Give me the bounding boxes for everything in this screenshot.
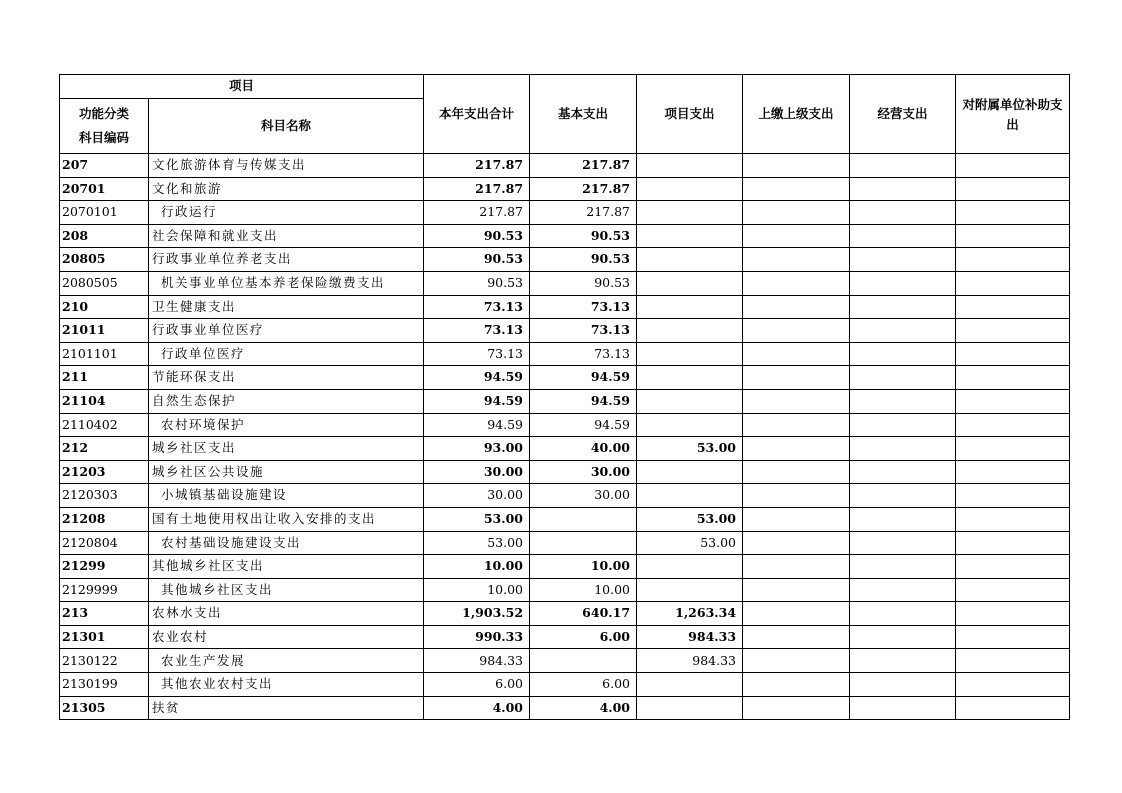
row-code: 20701 bbox=[60, 177, 149, 201]
row-upper bbox=[743, 319, 850, 343]
row-business bbox=[850, 578, 956, 602]
table-row bbox=[60, 319, 1070, 343]
header-subsidy: 对附属单位补助支出 bbox=[956, 75, 1070, 154]
table-row bbox=[60, 673, 1070, 697]
table-header bbox=[60, 75, 1070, 154]
row-project bbox=[637, 342, 743, 366]
row-project: 53.00 bbox=[637, 437, 743, 461]
row-code: 21104 bbox=[60, 389, 149, 413]
row-name: 行政事业单位养老支出 bbox=[149, 248, 424, 272]
row-business bbox=[850, 413, 956, 437]
row-basic: 30.00 bbox=[530, 460, 637, 484]
row-business bbox=[850, 484, 956, 508]
row-code: 2101101 bbox=[60, 342, 149, 366]
row-project bbox=[637, 696, 743, 720]
row-code: 207 bbox=[60, 154, 149, 178]
row-upper bbox=[743, 201, 850, 225]
row-total: 90.53 bbox=[424, 248, 530, 272]
header-total: 本年支出合计 bbox=[424, 75, 530, 154]
row-upper bbox=[743, 342, 850, 366]
table-row bbox=[60, 602, 1070, 626]
row-basic bbox=[530, 531, 637, 555]
row-subsidy bbox=[956, 413, 1070, 437]
row-business bbox=[850, 507, 956, 531]
row-subsidy bbox=[956, 460, 1070, 484]
row-total: 90.53 bbox=[424, 224, 530, 248]
row-name: 扶贫 bbox=[149, 696, 424, 720]
row-project bbox=[637, 295, 743, 319]
row-upper bbox=[743, 625, 850, 649]
row-name: 小城镇基础设施建设 bbox=[149, 484, 424, 508]
row-total: 93.00 bbox=[424, 437, 530, 461]
row-business bbox=[850, 389, 956, 413]
row-upper bbox=[743, 366, 850, 390]
row-business bbox=[850, 531, 956, 555]
row-upper bbox=[743, 484, 850, 508]
row-subsidy bbox=[956, 673, 1070, 697]
row-total: 10.00 bbox=[424, 555, 530, 579]
row-code: 21301 bbox=[60, 625, 149, 649]
row-subsidy bbox=[956, 555, 1070, 579]
row-name: 行政运行 bbox=[149, 201, 424, 225]
row-name: 其他城乡社区支出 bbox=[149, 555, 424, 579]
row-business bbox=[850, 224, 956, 248]
table-row bbox=[60, 484, 1070, 508]
row-basic: 217.87 bbox=[530, 154, 637, 178]
row-name: 文化旅游体育与传媒支出 bbox=[149, 154, 424, 178]
row-total: 30.00 bbox=[424, 460, 530, 484]
row-name: 行政单位医疗 bbox=[149, 342, 424, 366]
row-basic: 73.13 bbox=[530, 319, 637, 343]
row-total: 90.53 bbox=[424, 271, 530, 295]
row-code: 21305 bbox=[60, 696, 149, 720]
header-func-code: 功能分类 科目编码 bbox=[60, 99, 149, 154]
row-total: 94.59 bbox=[424, 413, 530, 437]
row-project bbox=[637, 248, 743, 272]
row-total: 984.33 bbox=[424, 649, 530, 673]
row-subsidy bbox=[956, 437, 1070, 461]
row-project bbox=[637, 366, 743, 390]
table-row bbox=[60, 342, 1070, 366]
row-upper bbox=[743, 224, 850, 248]
row-subsidy bbox=[956, 319, 1070, 343]
row-business bbox=[850, 154, 956, 178]
row-basic bbox=[530, 649, 637, 673]
row-business bbox=[850, 319, 956, 343]
row-total: 10.00 bbox=[424, 578, 530, 602]
row-subsidy bbox=[956, 602, 1070, 626]
row-upper bbox=[743, 413, 850, 437]
row-name: 国有土地使用权出让收入安排的支出 bbox=[149, 507, 424, 531]
table-row bbox=[60, 649, 1070, 673]
row-subsidy bbox=[956, 201, 1070, 225]
row-code: 2110402 bbox=[60, 413, 149, 437]
table-row bbox=[60, 437, 1070, 461]
row-project bbox=[637, 154, 743, 178]
row-basic: 4.00 bbox=[530, 696, 637, 720]
row-name: 社会保障和就业支出 bbox=[149, 224, 424, 248]
row-project bbox=[637, 389, 743, 413]
row-subsidy bbox=[956, 366, 1070, 390]
row-business bbox=[850, 177, 956, 201]
row-name: 行政事业单位医疗 bbox=[149, 319, 424, 343]
row-subsidy bbox=[956, 578, 1070, 602]
row-code: 2070101 bbox=[60, 201, 149, 225]
row-project bbox=[637, 484, 743, 508]
row-basic: 30.00 bbox=[530, 484, 637, 508]
row-business bbox=[850, 271, 956, 295]
row-name: 农业农村 bbox=[149, 625, 424, 649]
row-code: 21203 bbox=[60, 460, 149, 484]
row-subsidy bbox=[956, 389, 1070, 413]
row-business bbox=[850, 696, 956, 720]
row-project bbox=[637, 224, 743, 248]
table-row bbox=[60, 507, 1070, 531]
row-upper bbox=[743, 696, 850, 720]
row-business bbox=[850, 673, 956, 697]
row-business bbox=[850, 201, 956, 225]
table-row bbox=[60, 366, 1070, 390]
row-basic: 73.13 bbox=[530, 342, 637, 366]
row-basic: 94.59 bbox=[530, 366, 637, 390]
table-row bbox=[60, 224, 1070, 248]
row-upper bbox=[743, 602, 850, 626]
row-upper bbox=[743, 271, 850, 295]
row-upper bbox=[743, 673, 850, 697]
row-basic: 94.59 bbox=[530, 389, 637, 413]
row-business bbox=[850, 555, 956, 579]
row-upper bbox=[743, 507, 850, 531]
row-project: 1,263.34 bbox=[637, 602, 743, 626]
row-upper bbox=[743, 555, 850, 579]
row-business bbox=[850, 649, 956, 673]
row-name: 其他农业农村支出 bbox=[149, 673, 424, 697]
row-code: 21208 bbox=[60, 507, 149, 531]
table-row bbox=[60, 295, 1070, 319]
row-upper bbox=[743, 154, 850, 178]
row-subsidy bbox=[956, 248, 1070, 272]
row-project: 984.33 bbox=[637, 649, 743, 673]
row-code: 21299 bbox=[60, 555, 149, 579]
row-total: 4.00 bbox=[424, 696, 530, 720]
row-name: 自然生态保护 bbox=[149, 389, 424, 413]
row-project bbox=[637, 673, 743, 697]
row-project bbox=[637, 460, 743, 484]
row-total: 94.59 bbox=[424, 389, 530, 413]
table-row bbox=[60, 154, 1070, 178]
row-subsidy bbox=[956, 177, 1070, 201]
row-subsidy bbox=[956, 271, 1070, 295]
row-basic: 90.53 bbox=[530, 248, 637, 272]
row-total: 217.87 bbox=[424, 154, 530, 178]
row-upper bbox=[743, 531, 850, 555]
row-subsidy bbox=[956, 531, 1070, 555]
row-subsidy bbox=[956, 484, 1070, 508]
row-upper bbox=[743, 295, 850, 319]
row-code: 208 bbox=[60, 224, 149, 248]
row-upper bbox=[743, 460, 850, 484]
table-row bbox=[60, 625, 1070, 649]
row-business bbox=[850, 437, 956, 461]
row-code: 213 bbox=[60, 602, 149, 626]
table-row bbox=[60, 413, 1070, 437]
row-business bbox=[850, 366, 956, 390]
table-row bbox=[60, 271, 1070, 295]
row-project bbox=[637, 413, 743, 437]
row-name: 农业生产发展 bbox=[149, 649, 424, 673]
row-code: 2120804 bbox=[60, 531, 149, 555]
row-business bbox=[850, 602, 956, 626]
row-project: 984.33 bbox=[637, 625, 743, 649]
table-row bbox=[60, 531, 1070, 555]
header-item: 项目 bbox=[60, 75, 424, 99]
table-row bbox=[60, 555, 1070, 579]
row-business bbox=[850, 460, 956, 484]
row-project: 53.00 bbox=[637, 507, 743, 531]
row-business bbox=[850, 625, 956, 649]
row-name: 文化和旅游 bbox=[149, 177, 424, 201]
row-basic: 94.59 bbox=[530, 413, 637, 437]
row-basic: 217.87 bbox=[530, 201, 637, 225]
row-upper bbox=[743, 177, 850, 201]
row-code: 2080505 bbox=[60, 271, 149, 295]
row-subsidy bbox=[956, 507, 1070, 531]
table-row bbox=[60, 696, 1070, 720]
table-row bbox=[60, 578, 1070, 602]
row-name: 农村基础设施建设支出 bbox=[149, 531, 424, 555]
table-row bbox=[60, 460, 1070, 484]
row-code: 212 bbox=[60, 437, 149, 461]
row-code: 210 bbox=[60, 295, 149, 319]
row-project bbox=[637, 555, 743, 579]
row-project bbox=[637, 319, 743, 343]
row-business bbox=[850, 248, 956, 272]
row-subsidy bbox=[956, 625, 1070, 649]
row-total: 1,903.52 bbox=[424, 602, 530, 626]
row-total: 94.59 bbox=[424, 366, 530, 390]
row-name: 农林水支出 bbox=[149, 602, 424, 626]
row-name: 其他城乡社区支出 bbox=[149, 578, 424, 602]
row-subsidy bbox=[956, 154, 1070, 178]
row-total: 6.00 bbox=[424, 673, 530, 697]
header-upper: 上缴上级支出 bbox=[743, 75, 850, 154]
row-total: 990.33 bbox=[424, 625, 530, 649]
header-basic: 基本支出 bbox=[530, 75, 637, 154]
row-upper bbox=[743, 248, 850, 272]
row-subsidy bbox=[956, 649, 1070, 673]
table-row bbox=[60, 389, 1070, 413]
row-basic: 10.00 bbox=[530, 555, 637, 579]
header-project: 项目支出 bbox=[637, 75, 743, 154]
row-code: 2129999 bbox=[60, 578, 149, 602]
row-basic: 90.53 bbox=[530, 271, 637, 295]
row-project: 53.00 bbox=[637, 531, 743, 555]
row-project bbox=[637, 578, 743, 602]
header-business: 经营支出 bbox=[850, 75, 956, 154]
table-row bbox=[60, 177, 1070, 201]
row-name: 卫生健康支出 bbox=[149, 295, 424, 319]
row-upper bbox=[743, 649, 850, 673]
row-subsidy bbox=[956, 295, 1070, 319]
row-name: 机关事业单位基本养老保险缴费支出 bbox=[149, 271, 424, 295]
table-row bbox=[60, 248, 1070, 272]
row-business bbox=[850, 295, 956, 319]
row-code: 2130122 bbox=[60, 649, 149, 673]
row-code: 2130199 bbox=[60, 673, 149, 697]
row-basic: 40.00 bbox=[530, 437, 637, 461]
row-name: 节能环保支出 bbox=[149, 366, 424, 390]
row-total: 73.13 bbox=[424, 342, 530, 366]
row-name: 城乡社区公共设施 bbox=[149, 460, 424, 484]
row-project bbox=[637, 271, 743, 295]
row-basic: 6.00 bbox=[530, 625, 637, 649]
row-total: 73.13 bbox=[424, 295, 530, 319]
row-code: 21011 bbox=[60, 319, 149, 343]
row-basic: 90.53 bbox=[530, 224, 637, 248]
row-total: 53.00 bbox=[424, 507, 530, 531]
row-subsidy bbox=[956, 342, 1070, 366]
table-body bbox=[60, 154, 1070, 720]
row-name: 农村环境保护 bbox=[149, 413, 424, 437]
row-total: 53.00 bbox=[424, 531, 530, 555]
row-code: 211 bbox=[60, 366, 149, 390]
row-total: 30.00 bbox=[424, 484, 530, 508]
row-project bbox=[637, 201, 743, 225]
row-basic: 6.00 bbox=[530, 673, 637, 697]
row-upper bbox=[743, 389, 850, 413]
row-code: 20805 bbox=[60, 248, 149, 272]
row-subsidy bbox=[956, 696, 1070, 720]
row-basic: 73.13 bbox=[530, 295, 637, 319]
row-business bbox=[850, 342, 956, 366]
table-row bbox=[60, 201, 1070, 225]
row-code: 2120303 bbox=[60, 484, 149, 508]
row-upper bbox=[743, 578, 850, 602]
row-basic: 10.00 bbox=[530, 578, 637, 602]
row-project bbox=[637, 177, 743, 201]
row-name: 城乡社区支出 bbox=[149, 437, 424, 461]
row-basic bbox=[530, 507, 637, 531]
row-subsidy bbox=[956, 224, 1070, 248]
row-total: 73.13 bbox=[424, 319, 530, 343]
row-total: 217.87 bbox=[424, 201, 530, 225]
header-subject-name: 科目名称 bbox=[149, 99, 424, 154]
row-upper bbox=[743, 437, 850, 461]
row-total: 217.87 bbox=[424, 177, 530, 201]
row-basic: 640.17 bbox=[530, 602, 637, 626]
expenditure-table bbox=[59, 74, 1070, 720]
row-basic: 217.87 bbox=[530, 177, 637, 201]
